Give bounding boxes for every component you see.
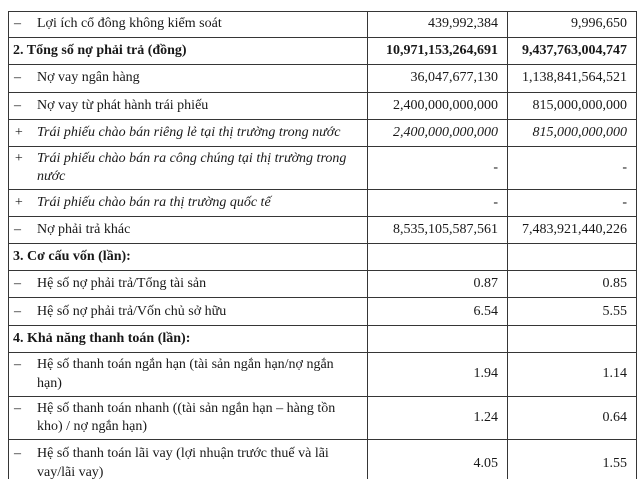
row-label-cell	[9, 147, 368, 190]
row-value-previous: 9,996,650	[508, 12, 637, 38]
row-label-cell	[9, 326, 368, 353]
row-marker: –	[14, 303, 21, 319]
table-row	[9, 326, 637, 353]
row-label: 3. Cơ cấu vốn (lần):	[13, 249, 131, 265]
row-value-current: 36,047,677,130	[368, 65, 508, 93]
table-row	[9, 65, 637, 93]
row-label: Nợ phải trả khác	[37, 222, 131, 238]
row-marker: +	[14, 151, 24, 166]
row-value-current: 6.54	[368, 298, 508, 326]
row-value-previous	[508, 326, 637, 353]
row-label: Nợ vay từ phát hành trái phiếu	[37, 97, 209, 113]
row-label: Hệ số thanh toán lãi vay (lợi nhuận trước thuế và lãi vay/lãi vay)	[37, 446, 329, 479]
row-value-current: 1.24	[368, 396, 508, 439]
financial-indicators-table	[8, 11, 637, 479]
table-row	[9, 440, 637, 479]
table-row	[9, 396, 637, 439]
table-row	[9, 353, 637, 396]
row-value-previous: 9,437,763,004,747	[508, 38, 637, 65]
table-row	[9, 244, 637, 271]
row-label-cell	[9, 12, 368, 38]
row-label: Trái phiếu chào bán ra thị trường quốc tế	[37, 195, 271, 211]
row-value-current	[368, 244, 508, 271]
financial-table-body	[9, 12, 637, 479]
row-label-cell	[9, 298, 368, 326]
row-label: Hệ số nợ phải trả/Tổng tài sản	[37, 276, 207, 292]
row-label-cell	[9, 93, 368, 120]
row-label: 2. Tổng số nợ phải trả (đồng)	[13, 42, 187, 58]
row-label-cell	[9, 65, 368, 93]
row-value-current: 2,400,000,000,000	[368, 120, 508, 147]
row-marker: –	[14, 222, 21, 238]
row-value-current: 8,535,105,587,561	[368, 217, 508, 244]
row-value-previous: 0.85	[508, 271, 637, 298]
row-label-cell	[9, 244, 368, 271]
row-label: Lợi ích cổ đông không kiểm soát	[37, 16, 222, 32]
row-marker: –	[14, 16, 21, 32]
row-value-current: -	[368, 190, 508, 217]
row-label: Hệ số thanh toán ngắn hạn (tài sản ngắn hạn/nợ ngắn hạn)	[37, 357, 334, 391]
row-value-current: 0.87	[368, 271, 508, 298]
row-value-previous: 7,483,921,440,226	[508, 217, 637, 244]
table-row	[9, 120, 637, 147]
row-value-previous: 5.55	[508, 298, 637, 326]
table-row	[9, 298, 637, 326]
table-row	[9, 190, 637, 217]
table-row	[9, 271, 637, 298]
row-label: Trái phiếu chào bán riêng lẻ tại thị trường trong nước	[37, 124, 341, 140]
row-marker: –	[14, 357, 21, 373]
row-label-cell	[9, 396, 368, 439]
row-value-current: -	[368, 147, 508, 190]
row-label-cell	[9, 271, 368, 298]
table-row	[9, 12, 637, 38]
table-row	[9, 38, 637, 65]
row-label-cell	[9, 440, 368, 479]
row-value-previous	[508, 244, 637, 271]
row-marker: –	[14, 97, 21, 113]
row-label: Hệ số nợ phải trả/Vốn chủ sở hữu	[37, 303, 227, 319]
row-label: Nợ vay ngân hàng	[37, 70, 140, 86]
row-label: Hệ số thanh toán nhanh ((tài sản ngắn hạn – hàng tồn kho) / nợ ngắn hạn)	[37, 400, 336, 434]
row-value-current: 439,992,384	[368, 12, 508, 38]
row-marker: –	[14, 400, 21, 416]
row-marker: –	[14, 276, 21, 292]
row-value-previous: 1.14	[508, 353, 637, 396]
table-row	[9, 147, 637, 190]
row-value-previous: 815,000,000,000	[508, 120, 637, 147]
row-label: Trái phiếu chào bán ra công chúng tại thị trường trong nước	[37, 151, 347, 185]
row-value-previous: -	[508, 190, 637, 217]
row-value-previous: 815,000,000,000	[508, 93, 637, 120]
row-marker: –	[14, 70, 21, 86]
table-row	[9, 93, 637, 120]
row-value-previous: -	[508, 147, 637, 190]
row-marker: +	[14, 124, 24, 140]
row-marker: –	[14, 446, 21, 462]
row-value-current	[368, 326, 508, 353]
row-marker: +	[14, 195, 24, 211]
row-label-cell	[9, 353, 368, 396]
row-label-cell	[9, 120, 368, 147]
row-value-previous: 1.55	[508, 440, 637, 479]
row-label-cell	[9, 38, 368, 65]
table-row	[9, 217, 637, 244]
row-value-previous: 1,138,841,564,521	[508, 65, 637, 93]
row-value-current: 1.94	[368, 353, 508, 396]
row-value-current: 10,971,153,264,691	[368, 38, 508, 65]
row-label-cell	[9, 190, 368, 217]
row-label: 4. Khả năng thanh toán (lần):	[13, 331, 191, 347]
row-value-previous: 0.64	[508, 396, 637, 439]
row-value-current: 4.05	[368, 440, 508, 479]
row-value-current: 2,400,000,000,000	[368, 93, 508, 120]
row-label-cell	[9, 217, 368, 244]
